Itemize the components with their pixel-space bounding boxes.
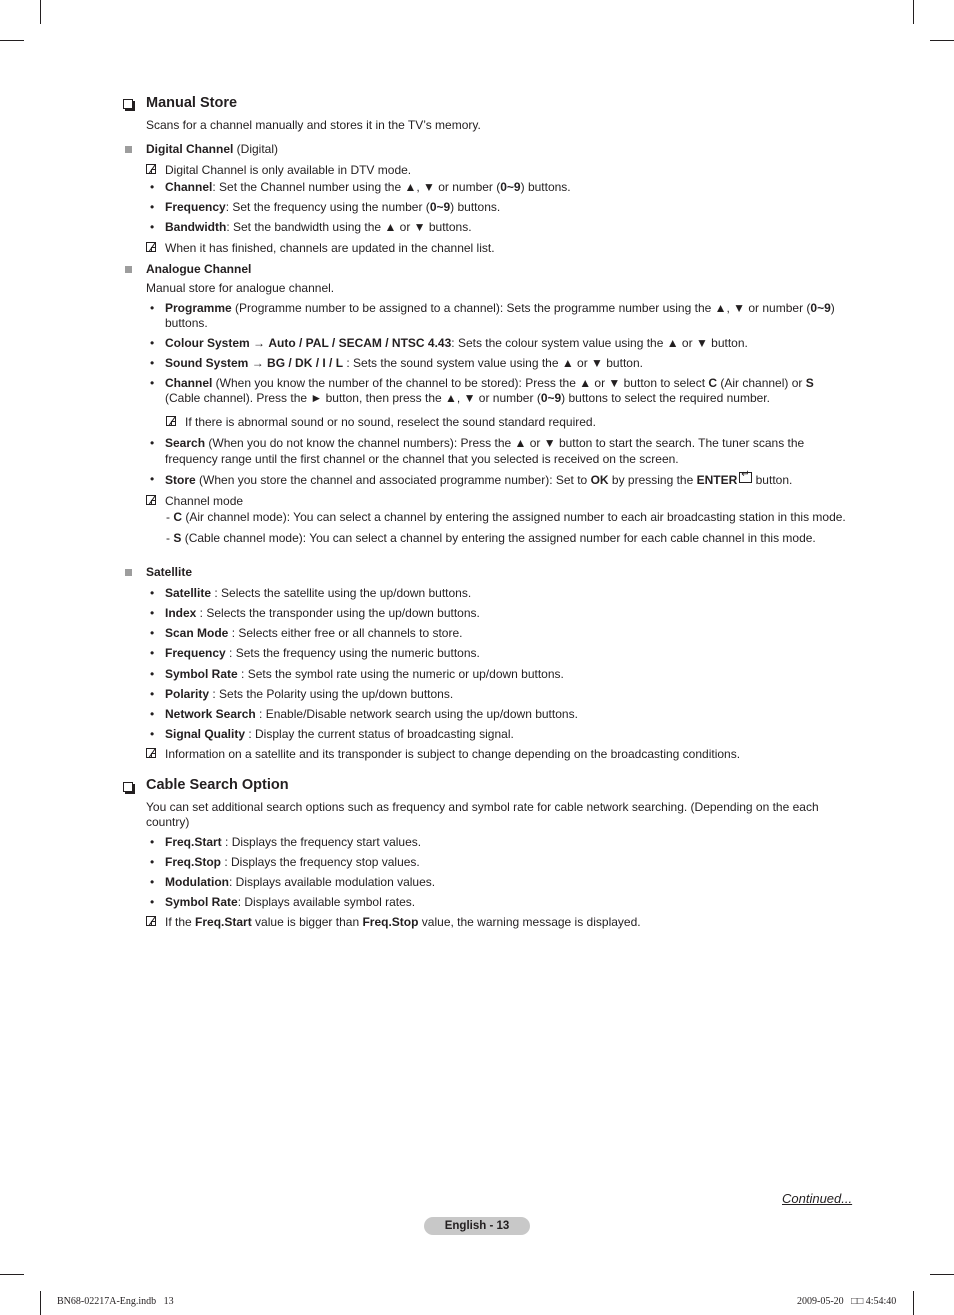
analogue-item-store: Store (When you store the channel and associated programme number): Set to OK by pressing the ENTER↵ button. — [165, 472, 792, 487]
crop-mark — [40, 1291, 41, 1315]
analogue-item-search: Search (When you do not know the channel numbers): Press the ▲ or ▼ button to start the search. The tuner scans the — [165, 436, 805, 450]
digital-note-2: When it has finished, channels are updated in the channel list. — [165, 241, 495, 255]
crop-mark — [930, 1274, 954, 1275]
analogue-item-search-line2: frequency range until the first channel or the channel that you selected is received on the screen. — [165, 452, 679, 466]
satellite-item: Polarity : Sets the Polarity using the up/down buttons. — [165, 687, 454, 701]
analogue-item-colour-system: Colour System → Auto / PAL / SECAM / NTSC 4.43: Sets the colour system value using the ▲ or ▼ button. — [165, 336, 748, 350]
digital-item-frequency: Frequency: Set the frequency using the number (0~9) buttons. — [165, 200, 501, 214]
section-title-cable-search-option: Cable Search Option — [146, 777, 289, 793]
satellite-item: Satellite : Selects the satellite using the up/down buttons. — [165, 586, 472, 600]
note-icon — [146, 916, 156, 926]
cable-note: If the Freq.Start value is bigger than Freq.Stop value, the warning message is displayed. — [165, 915, 641, 929]
bullet: • — [150, 707, 155, 721]
crop-mark — [40, 0, 41, 24]
bullet: • — [150, 472, 155, 486]
cable-item: Freq.Start : Displays the frequency start values. — [165, 835, 422, 849]
cable-item: Modulation: Displays available modulation values. — [165, 875, 436, 889]
digital-channel-title: Digital Channel (Digital) — [146, 142, 279, 156]
section-title-manual-store: Manual Store — [146, 95, 238, 111]
analogue-channel-title: Analogue Channel — [146, 262, 252, 276]
bullet: • — [150, 301, 155, 315]
analogue-item-channel-line2: (Cable channel). Press the ► button, then press the ▲, ▼ or number (0~9) buttons to select the required number. — [165, 391, 770, 405]
analogue-channel-note: If there is abnormal sound or no sound, reselect the sound standard required. — [185, 415, 596, 429]
page-number-badge: English - 13 — [424, 1217, 530, 1235]
bullet: • — [150, 895, 155, 909]
section-checkbox-icon — [123, 99, 133, 109]
crop-mark — [913, 0, 914, 24]
analogue-item-sound-system: Sound System → BG / DK / I / L : Sets the sound system value using the ▲ or ▼ button. — [165, 356, 643, 370]
crop-mark — [913, 1291, 914, 1315]
bullet: • — [150, 687, 155, 701]
analogue-desc: Manual store for analogue channel. — [146, 281, 335, 295]
satellite-item: Signal Quality : Display the current status of broadcasting signal. — [165, 727, 514, 741]
channel-mode-note: Channel mode — [165, 494, 244, 508]
crop-mark — [0, 1274, 24, 1275]
note-icon — [146, 164, 156, 174]
note-icon — [146, 495, 156, 505]
analogue-item-channel: Channel (When you know the number of the channel to be stored): Press the ▲ or ▼ button to select C (Air channel) or S — [165, 376, 814, 390]
section-checkbox-icon — [123, 782, 133, 792]
satellite-item: Frequency : Sets the frequency using the numeric buttons. — [165, 646, 480, 660]
continued-link: Continued... — [782, 1191, 853, 1206]
bullet: • — [150, 220, 155, 234]
bullet: • — [150, 200, 155, 214]
channel-mode-c: - C (Air channel mode): You can select a channel by entering the assigned number to each air broadcasting station in this mode. — [166, 510, 846, 524]
cable-desc-line2: country) — [146, 815, 190, 829]
digital-item-bandwidth: Bandwidth: Set the bandwidth using the ▲ or ▼ buttons. — [165, 220, 472, 234]
note-icon — [166, 416, 176, 426]
cable-item: Freq.Stop : Displays the frequency stop values. — [165, 855, 420, 869]
subsection-square-icon — [125, 146, 132, 153]
bullet: • — [150, 875, 155, 889]
satellite-item: Index : Selects the transponder using the up/down buttons. — [165, 606, 480, 620]
subsection-square-icon — [125, 266, 132, 273]
crop-mark — [930, 40, 954, 41]
cable-item: Symbol Rate: Displays available symbol rates. — [165, 895, 416, 909]
footer-file-info: BN68-02217A-Eng.indb 13 — [57, 1296, 174, 1307]
bullet: • — [150, 606, 155, 620]
bullet: • — [150, 727, 155, 741]
subsection-square-icon — [125, 569, 132, 576]
bullet: • — [150, 586, 155, 600]
satellite-item: Network Search : Enable/Disable network search using the up/down buttons. — [165, 707, 578, 721]
satellite-title: Satellite — [146, 565, 193, 579]
digital-note-1: Digital Channel is only available in DTV mode. — [165, 163, 412, 177]
bullet: • — [150, 626, 155, 640]
analogue-item-programme: Programme (Programme number to be assigned to a channel): Sets the programme number using the ▲, ▼ or number (0~9) — [165, 301, 835, 315]
satellite-item: Scan Mode : Selects either free or all channels to store. — [165, 626, 463, 640]
bullet: • — [150, 436, 155, 450]
bullet: • — [150, 835, 155, 849]
analogue-item-programme-line2: buttons. — [165, 316, 208, 330]
crop-mark — [0, 40, 24, 41]
bullet: • — [150, 855, 155, 869]
digital-item-channel: Channel: Set the Channel number using the ▲, ▼ or number (0~9) buttons. — [165, 180, 571, 194]
bullet: • — [150, 356, 155, 370]
manual-store-desc: Scans for a channel manually and stores it in the TV’s memory. — [146, 118, 481, 132]
bullet: • — [150, 646, 155, 660]
note-icon — [146, 748, 156, 758]
footer-timestamp: 2009-05-20 □□ 4:54:40 — [797, 1296, 897, 1307]
note-icon — [146, 242, 156, 252]
satellite-note: Information on a satellite and its transponder is subject to change depending on the broadcasting conditions. — [165, 747, 741, 761]
satellite-item: Symbol Rate : Sets the symbol rate using the numeric or up/down buttons. — [165, 667, 564, 681]
bullet: • — [150, 376, 155, 390]
bullet: • — [150, 667, 155, 681]
bullet: • — [150, 336, 155, 350]
bullet: • — [150, 180, 155, 194]
cable-desc-line1: You can set additional search options such as frequency and symbol rate for cable network searching. (Depending on the each — [146, 800, 819, 814]
channel-mode-s: - S (Cable channel mode): You can select a channel by entering the assigned number for each cable channel in this mode. — [166, 531, 816, 545]
enter-icon — [739, 472, 752, 483]
